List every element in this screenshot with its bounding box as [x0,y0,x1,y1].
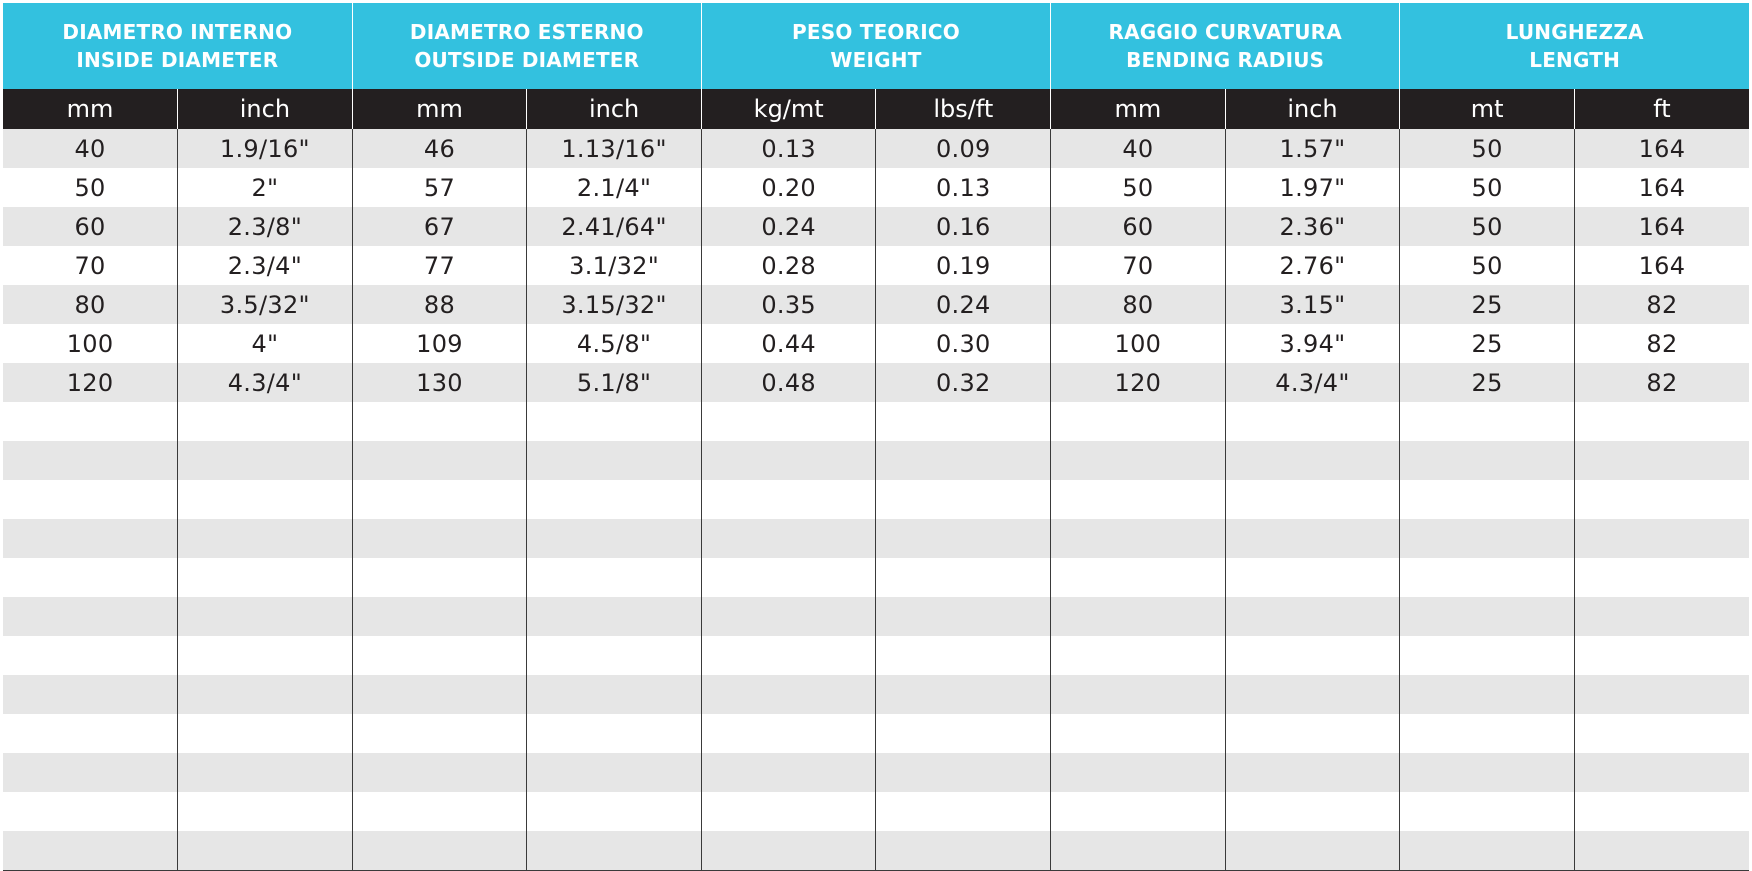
empty-table-cell [1225,441,1400,480]
table-cell: 25 [1400,324,1575,363]
group-title-it: DIAMETRO ESTERNO [409,20,644,44]
unit-header: mt [1400,89,1575,129]
table-cell: 50 [1400,246,1575,285]
empty-table-cell [1574,558,1749,597]
hose-specification-table [3,3,1749,871]
empty-table-cell [876,792,1051,831]
table-cell: 0.16 [876,207,1051,246]
empty-table-row [3,441,1749,480]
empty-table-cell [1574,675,1749,714]
empty-table-cell [876,753,1051,792]
empty-table-cell [352,402,527,441]
empty-table-cell [1574,831,1749,871]
group-header-bending-radius [1051,3,1400,89]
table-cell: 0.48 [701,363,876,402]
empty-table-cell [527,402,702,441]
table-cell: 0.32 [876,363,1051,402]
empty-table-cell [178,519,353,558]
table-cell: 3.15" [1225,285,1400,324]
table-row [3,207,1749,246]
table-cell: 60 [3,207,178,246]
empty-table-cell [3,831,178,871]
table-cell: 0.35 [701,285,876,324]
empty-table-cell [701,753,876,792]
table-cell: 50 [3,168,178,207]
empty-table-cell [527,636,702,675]
empty-table-cell [3,558,178,597]
table-cell: 4.3/4" [178,363,353,402]
empty-table-row [3,519,1749,558]
group-title-it: RAGGIO CURVATURA [1108,20,1342,44]
table-cell: 50 [1400,168,1575,207]
table-cell: 100 [3,324,178,363]
empty-table-cell [3,441,178,480]
table-cell: 0.20 [701,168,876,207]
table-cell: 70 [3,246,178,285]
table-cell: 60 [1051,207,1226,246]
empty-table-cell [876,714,1051,753]
table-cell: 4.5/8" [527,324,702,363]
empty-table-cell [527,675,702,714]
empty-table-cell [701,480,876,519]
unit-header: mm [352,89,527,129]
empty-table-cell [876,675,1051,714]
table-cell: 0.19 [876,246,1051,285]
empty-table-cell [3,792,178,831]
table-cell: 3.94" [1225,324,1400,363]
empty-table-cell [701,519,876,558]
empty-table-cell [178,480,353,519]
empty-table-row [3,480,1749,519]
group-title-en: BENDING RADIUS [1126,48,1325,72]
empty-table-cell [178,675,353,714]
table-body [3,129,1749,871]
empty-table-cell [352,675,527,714]
empty-table-row [3,636,1749,675]
unit-header: inch [527,89,702,129]
empty-table-cell [178,558,353,597]
empty-table-cell [352,519,527,558]
empty-table-cell [352,441,527,480]
empty-table-cell [876,558,1051,597]
empty-table-cell [1400,675,1575,714]
empty-table-cell [3,753,178,792]
empty-table-cell [178,402,353,441]
empty-table-cell [1400,480,1575,519]
group-title-en: OUTSIDE DIAMETER [414,48,640,72]
empty-table-cell [1051,480,1226,519]
empty-table-cell [1225,402,1400,441]
table-row [3,168,1749,207]
empty-table-cell [701,675,876,714]
table-cell: 2" [178,168,353,207]
empty-table-cell [701,402,876,441]
empty-table-cell [1574,480,1749,519]
empty-table-row [3,831,1749,871]
empty-table-cell [178,792,353,831]
empty-table-cell [1225,558,1400,597]
table-row [3,324,1749,363]
empty-table-cell [1574,714,1749,753]
empty-table-cell [1051,636,1226,675]
table-cell: 130 [352,363,527,402]
empty-table-cell [1400,714,1575,753]
empty-table-cell [1051,714,1226,753]
empty-table-cell [1574,792,1749,831]
group-header-outside-diameter [352,3,701,89]
table-row [3,246,1749,285]
table-cell: 3.15/32" [527,285,702,324]
table-cell: 46 [352,129,527,168]
group-title-en: INSIDE DIAMETER [76,48,279,72]
empty-table-cell [527,558,702,597]
empty-table-cell [527,831,702,871]
table-cell: 4.3/4" [1225,363,1400,402]
table-cell: 50 [1400,207,1575,246]
empty-table-row [3,714,1749,753]
unit-header: ft [1574,89,1749,129]
empty-table-cell [876,402,1051,441]
empty-table-cell [1051,675,1226,714]
table-cell: 25 [1400,363,1575,402]
table-cell: 2.1/4" [527,168,702,207]
empty-table-cell [1051,558,1226,597]
empty-table-cell [178,636,353,675]
unit-header: inch [178,89,353,129]
table-cell: 164 [1574,207,1749,246]
empty-table-cell [1051,519,1226,558]
table-cell: 2.76" [1225,246,1400,285]
empty-table-cell [178,441,353,480]
unit-header: inch [1225,89,1400,129]
empty-table-cell [3,597,178,636]
table-cell: 82 [1574,324,1749,363]
table-cell: 0.13 [701,129,876,168]
table-cell: 0.24 [701,207,876,246]
table-row [3,363,1749,402]
table-cell: 120 [1051,363,1226,402]
empty-table-cell [701,831,876,871]
group-title-it: DIAMETRO INTERNO [62,20,293,44]
group-header-weight [701,3,1050,89]
empty-table-cell [1225,519,1400,558]
table-cell: 0.28 [701,246,876,285]
table-cell: 1.97" [1225,168,1400,207]
table-cell: 1.57" [1225,129,1400,168]
empty-table-cell [352,714,527,753]
empty-table-cell [1574,753,1749,792]
table-cell: 77 [352,246,527,285]
empty-table-cell [701,441,876,480]
table-cell: 164 [1574,168,1749,207]
empty-table-cell [352,753,527,792]
empty-table-cell [701,792,876,831]
empty-table-cell [1225,792,1400,831]
table-cell: 1.9/16" [178,129,353,168]
empty-table-cell [1225,480,1400,519]
empty-table-cell [178,753,353,792]
table-cell: 88 [352,285,527,324]
group-title-it: LUNGHEZZA [1505,20,1644,44]
table-cell: 100 [1051,324,1226,363]
table-cell: 70 [1051,246,1226,285]
empty-table-cell [352,558,527,597]
table-cell: 0.13 [876,168,1051,207]
table-cell: 0.09 [876,129,1051,168]
empty-table-cell [876,441,1051,480]
empty-table-cell [1225,714,1400,753]
empty-table-cell [1400,402,1575,441]
group-header-row [3,3,1749,89]
table-cell: 4" [178,324,353,363]
table-cell: 57 [352,168,527,207]
empty-table-cell [1400,441,1575,480]
table-cell: 0.44 [701,324,876,363]
empty-table-cell [527,714,702,753]
empty-table-cell [876,519,1051,558]
empty-table-cell [1574,441,1749,480]
unit-header: lbs/ft [876,89,1051,129]
empty-table-cell [1225,636,1400,675]
table-cell: 2.3/4" [178,246,353,285]
empty-table-row [3,597,1749,636]
table-row [3,129,1749,168]
table-cell: 2.36" [1225,207,1400,246]
empty-table-cell [3,480,178,519]
empty-table-cell [1225,753,1400,792]
group-title-en: LENGTH [1529,48,1621,72]
table-cell: 5.1/8" [527,363,702,402]
table-cell: 50 [1400,129,1575,168]
empty-table-cell [1574,519,1749,558]
empty-table-cell [527,792,702,831]
empty-table-cell [1400,636,1575,675]
empty-table-cell [352,831,527,871]
empty-table-cell [876,480,1051,519]
empty-table-cell [352,636,527,675]
table-cell: 67 [352,207,527,246]
empty-table-cell [178,714,353,753]
empty-table-row [3,675,1749,714]
table-cell: 2.3/8" [178,207,353,246]
group-title-en: WEIGHT [830,48,922,72]
empty-table-cell [701,558,876,597]
empty-table-cell [3,714,178,753]
empty-table-cell [1400,792,1575,831]
empty-table-cell [701,714,876,753]
table-cell: 50 [1051,168,1226,207]
empty-table-cell [1400,558,1575,597]
unit-header: kg/mt [701,89,876,129]
empty-table-cell [701,636,876,675]
empty-table-cell [1051,753,1226,792]
empty-table-cell [178,597,353,636]
table-cell: 82 [1574,363,1749,402]
table-cell: 0.30 [876,324,1051,363]
table-cell: 2.41/64" [527,207,702,246]
empty-table-row [3,558,1749,597]
empty-table-cell [527,441,702,480]
group-header-length [1400,3,1749,89]
unit-header: mm [3,89,178,129]
table-cell: 109 [352,324,527,363]
empty-table-cell [876,636,1051,675]
empty-table-cell [1051,402,1226,441]
empty-table-cell [178,831,353,871]
empty-table-cell [876,831,1051,871]
empty-table-cell [527,597,702,636]
table-row [3,285,1749,324]
group-title-it: PESO TEORICO [792,20,960,44]
table-cell: 3.5/32" [178,285,353,324]
empty-table-cell [352,480,527,519]
empty-table-cell [1400,831,1575,871]
empty-table-cell [3,402,178,441]
empty-table-cell [1400,597,1575,636]
empty-table-cell [1574,597,1749,636]
table-cell: 80 [1051,285,1226,324]
empty-table-cell [3,675,178,714]
empty-table-cell [1051,597,1226,636]
table-cell: 120 [3,363,178,402]
table-cell: 1.13/16" [527,129,702,168]
table-cell: 0.24 [876,285,1051,324]
empty-table-row [3,402,1749,441]
empty-table-cell [527,480,702,519]
empty-table-cell [1225,597,1400,636]
table-cell: 82 [1574,285,1749,324]
table-cell: 80 [3,285,178,324]
empty-table-cell [527,753,702,792]
empty-table-cell [3,636,178,675]
empty-table-cell [352,792,527,831]
unit-header: mm [1051,89,1226,129]
empty-table-row [3,753,1749,792]
table-cell: 164 [1574,129,1749,168]
empty-table-cell [1225,831,1400,871]
empty-table-cell [1225,675,1400,714]
empty-table-cell [3,519,178,558]
table-cell: 3.1/32" [527,246,702,285]
table-cell: 40 [3,129,178,168]
empty-table-cell [876,597,1051,636]
empty-table-cell [352,597,527,636]
empty-table-cell [1400,753,1575,792]
empty-table-row [3,792,1749,831]
unit-header-row [3,89,1749,129]
empty-table-cell [1400,519,1575,558]
table-cell: 25 [1400,285,1575,324]
table-cell: 40 [1051,129,1226,168]
empty-table-cell [1574,402,1749,441]
table-cell: 164 [1574,246,1749,285]
empty-table-cell [701,597,876,636]
empty-table-cell [1574,636,1749,675]
empty-table-cell [1051,441,1226,480]
empty-table-cell [1051,792,1226,831]
group-header-inside-diameter [3,3,352,89]
empty-table-cell [527,519,702,558]
empty-table-cell [1051,831,1226,871]
